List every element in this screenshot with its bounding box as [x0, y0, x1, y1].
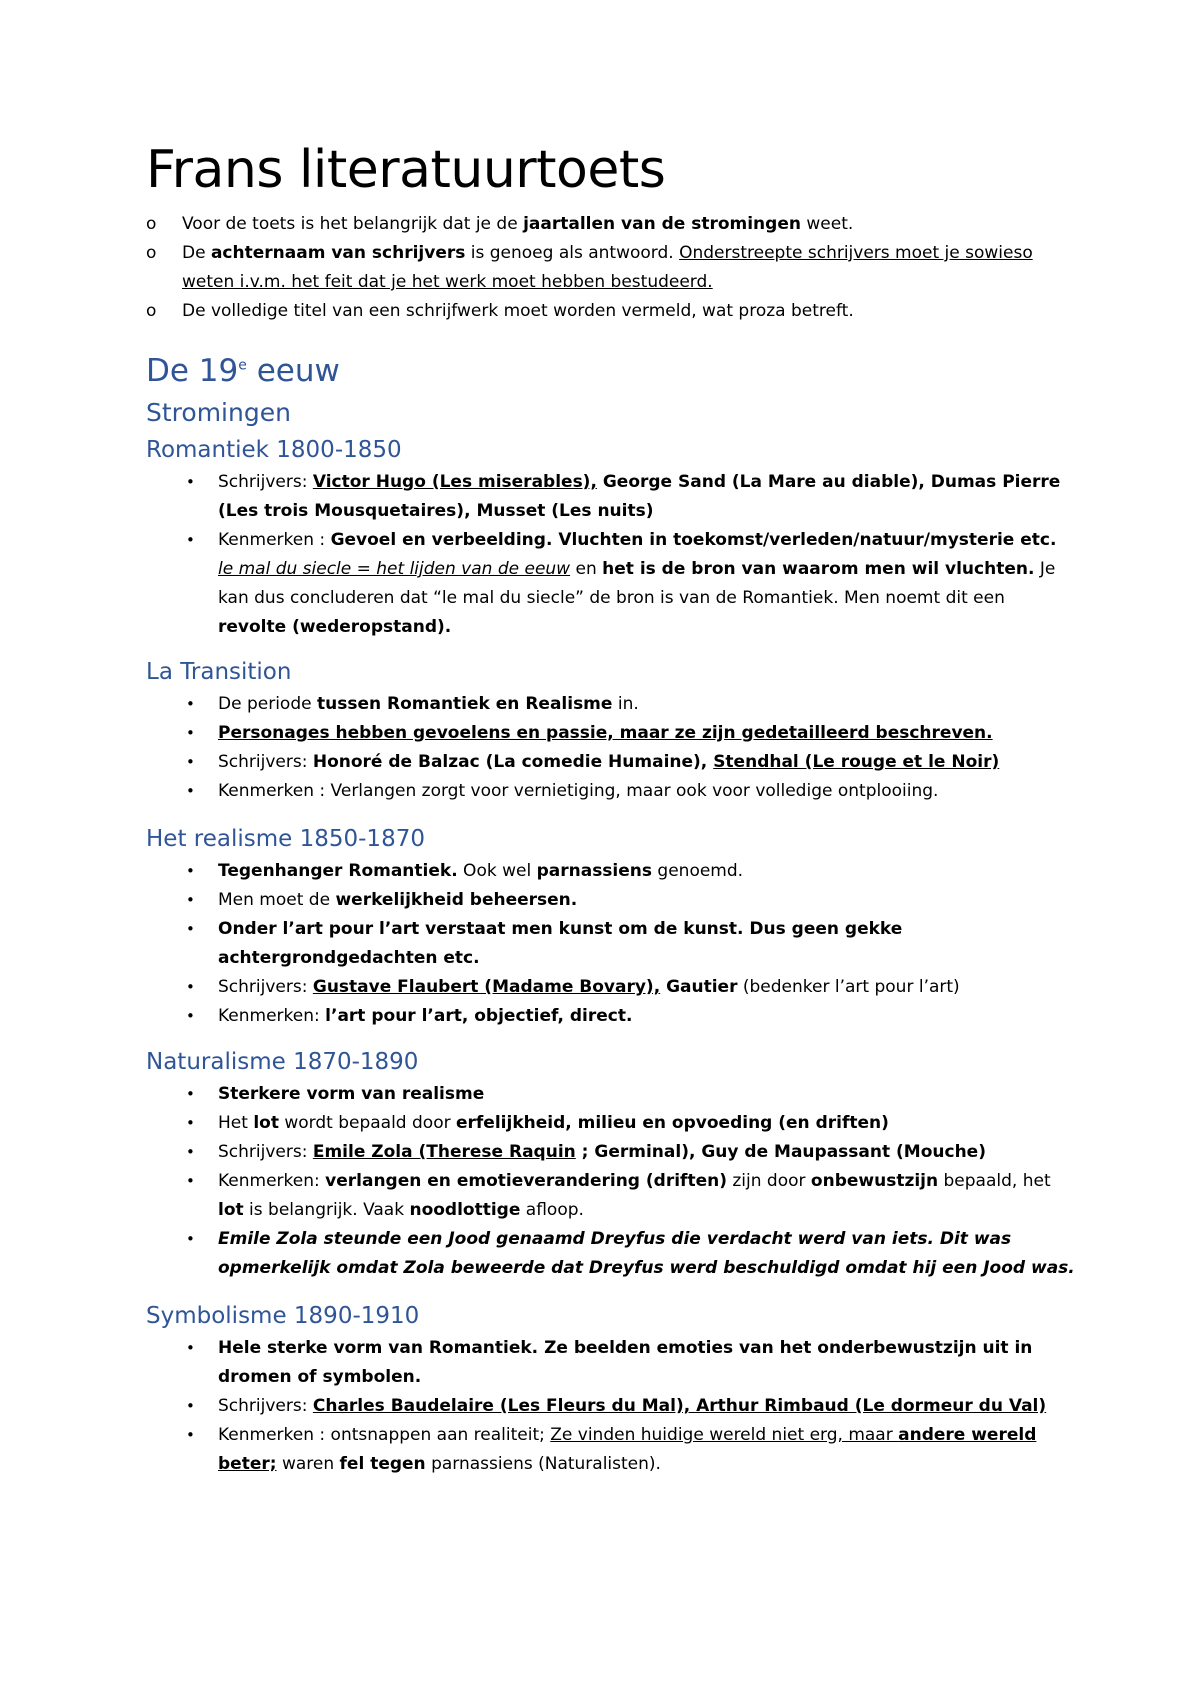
century-heading: De 19e eeuw: [146, 353, 340, 389]
bullet-icon: •: [186, 695, 195, 713]
text-run: Kenmerken : ontsnappen aan realiteit;: [218, 1425, 551, 1445]
text-run: Gautier: [660, 977, 738, 997]
text-run: Gevoel en verbeelding. Vluchten in toekomst/verleden/natuur/mysterie etc.: [330, 530, 1057, 550]
bullet-icon: •: [186, 1007, 195, 1025]
text-run: is belangrijk. Vaak: [243, 1200, 410, 1220]
bullet-icon: •: [186, 1085, 195, 1103]
section-heading-realisme: Het realisme 1850-1870: [146, 826, 425, 852]
circle-bullet-icon: o: [146, 214, 157, 234]
text-run: ; Germinal), Guy de Maupassant (Mouche): [575, 1142, 986, 1162]
bullet-icon: •: [186, 473, 195, 491]
bullet-icon: •: [186, 1397, 195, 1415]
bullet-icon: •: [186, 920, 195, 938]
intro-item: [146, 297, 1076, 326]
text-run: andere wereld beter;: [218, 1425, 1037, 1474]
text-run: en: [570, 559, 603, 579]
text-run: jaartallen van de stromingen: [523, 214, 801, 234]
bullet-icon: •: [186, 1172, 195, 1190]
section-heading-naturalisme: Naturalisme 1870-1890: [146, 1049, 419, 1075]
text-run: lot: [253, 1113, 279, 1133]
text-run: Emile Zola steunde een Jood genaamd Dreyfus die verdacht werd van iets. Dit was opmerkelijk omdat Zola beweerde dat Dreyfus werd beschuldigd omdat hij een Jood was.: [218, 1229, 1075, 1278]
bullet-icon: •: [186, 978, 195, 996]
text-run: afloop.: [520, 1200, 584, 1220]
text-run: revolte (wederopstand).: [218, 617, 452, 637]
text-run: Voor de toets is het belangrijk dat je de: [182, 214, 524, 234]
text-run: is genoeg als antwoord.: [465, 243, 680, 263]
text-run: bepaald, het: [938, 1171, 1051, 1191]
text-run: le mal du siecle = het lijden van de eeuw: [218, 559, 571, 579]
list-item: [146, 1225, 1076, 1283]
list-item: [146, 886, 1076, 915]
section-list-realisme: [146, 857, 1076, 1031]
list-item: [146, 1392, 1076, 1421]
text-run: l’art pour l’art, objectief, direct.: [325, 1006, 633, 1026]
text-run: (bedenker l’art pour l’art): [737, 977, 960, 997]
list-item: [146, 719, 1076, 748]
text-run: Je kan dus concluderen dat “le mal du siecle” de bron is van de Romantiek. Men noemt dit een: [218, 559, 1056, 608]
text-run: wordt bepaald door: [278, 1113, 456, 1133]
text-run: parnassiens: [536, 861, 653, 881]
section-list-transition: [146, 690, 1076, 806]
text-run: Onderstreepte schrijvers moet je sowieso weten i.v.m. het feit dat je het werk moet hebben bestudeerd.: [182, 243, 1033, 292]
text-run: De volledige titel van een schrijfwerk moet worden vermeld, wat proza betreft.: [182, 301, 854, 321]
bullet-icon: •: [186, 1230, 195, 1248]
text-run: Schrijvers:: [218, 977, 313, 997]
bullet-icon: •: [186, 782, 195, 800]
text-run: verlangen en emotieverandering (driften): [325, 1171, 727, 1191]
list-item: [146, 1109, 1076, 1138]
text-run: onbewustzijn: [810, 1171, 939, 1191]
document-title: Frans literatuurtoets: [146, 140, 666, 200]
text-run: Schrijvers:: [218, 752, 313, 772]
text-run: tussen Romantiek en Realisme: [316, 694, 613, 714]
bullet-icon: •: [186, 891, 195, 909]
list-item: [146, 526, 1076, 642]
text-run: lot: [218, 1200, 244, 1220]
list-item: [146, 690, 1076, 719]
intro-item: [146, 210, 1076, 239]
list-item: [146, 777, 1076, 806]
text-run: Sterkere vorm van realisme: [218, 1084, 485, 1104]
text-run: Kenmerken : Verlangen zorgt voor vernietiging, maar ook voor volledige ontplooiing.: [218, 781, 939, 801]
text-run: Kenmerken:: [218, 1171, 326, 1191]
text-run: erfelijkheid, milieu en opvoeding (en driften): [456, 1113, 889, 1133]
text-run: De: [182, 243, 211, 263]
bullet-icon: •: [186, 753, 195, 771]
text-run: Victor Hugo (Les miserables),: [312, 472, 597, 492]
list-item: [146, 973, 1076, 1002]
list-item: [146, 1167, 1076, 1225]
bullet-icon: •: [186, 1426, 195, 1444]
stromingen-heading: Stromingen: [146, 398, 291, 427]
bullet-icon: •: [186, 724, 195, 742]
intro-list: [146, 210, 1076, 326]
text-run: Hele sterke vorm van Romantiek. Ze beelden emoties van het onderbewustzijn uit in dromen of symbolen.: [218, 1338, 1033, 1387]
list-item: [146, 748, 1076, 777]
text-run: weet.: [800, 214, 854, 234]
intro-item: [146, 239, 1076, 297]
bullet-icon: •: [186, 531, 195, 549]
section-heading-symbolisme: Symbolisme 1890-1910: [146, 1303, 420, 1329]
text-run: in.: [612, 694, 639, 714]
text-run: Schrijvers:: [218, 1396, 313, 1416]
text-run: Charles Baudelaire (Les Fleurs du Mal), Arthur Rimbaud (Le dormeur du Val): [312, 1396, 1047, 1416]
text-run: fel tegen: [339, 1454, 426, 1474]
text-run: Tegenhanger Romantiek.: [218, 861, 458, 881]
text-run: Personages hebben gevoelens en passie, maar ze zijn gedetailleerd beschreven.: [218, 723, 993, 743]
text-run: waren: [276, 1454, 340, 1474]
text-run: Onder l’art pour l’art verstaat men kunst om de kunst. Dus geen gekke achtergrondgedachten etc.: [218, 919, 903, 968]
list-item: [146, 1080, 1076, 1109]
text-run: Emile Zola (Therese Raquin: [312, 1142, 576, 1162]
text-run: genoemd.: [652, 861, 744, 881]
list-item: [146, 468, 1076, 526]
list-item: [146, 1334, 1076, 1392]
list-item: [146, 1138, 1076, 1167]
bullet-icon: •: [186, 1339, 195, 1357]
text-run: het is de bron van waarom men wil vluchten.: [602, 559, 1035, 579]
section-heading-transition: La Transition: [146, 659, 292, 685]
circle-bullet-icon: o: [146, 301, 157, 321]
text-run: George Sand (La Mare au diable), Dumas Pierre (Les trois Mousquetaires), Musset (Les nuits): [218, 472, 1061, 521]
bullet-icon: •: [186, 862, 195, 880]
text-run: Schrijvers:: [218, 472, 313, 492]
section-list-romantiek: [146, 468, 1076, 642]
text-run: zijn door: [726, 1171, 811, 1191]
circle-bullet-icon: o: [146, 243, 157, 263]
section-list-symbolisme: [146, 1334, 1076, 1479]
text-run: achternaam van schrijvers: [210, 243, 466, 263]
list-item: [146, 1421, 1076, 1479]
text-run: De periode: [218, 694, 317, 714]
list-item: [146, 1002, 1076, 1031]
text-run: Gustave Flaubert (Madame Bovary),: [312, 977, 661, 997]
text-run: Honoré de Balzac (La comedie Humaine),: [312, 752, 714, 772]
list-item: [146, 857, 1076, 886]
text-run: Stendhal (Le rouge et le Noir): [713, 752, 1000, 772]
text-run: Kenmerken :: [218, 530, 331, 550]
bullet-icon: •: [186, 1114, 195, 1132]
text-run: Schrijvers:: [218, 1142, 313, 1162]
section-list-naturalisme: [146, 1080, 1076, 1283]
text-run: Ze vinden huidige wereld niet erg, maar: [550, 1425, 899, 1445]
text-run: Kenmerken:: [218, 1006, 326, 1026]
list-item: [146, 915, 1076, 973]
text-run: werkelijkheid beheersen.: [335, 890, 578, 910]
text-run: Ook wel: [457, 861, 537, 881]
text-run: Men moet de: [218, 890, 336, 910]
text-run: Het: [218, 1113, 254, 1133]
text-run: noodlottige: [409, 1200, 521, 1220]
bullet-icon: •: [186, 1143, 195, 1161]
text-run: parnassiens (Naturalisten).: [425, 1454, 661, 1474]
section-heading-romantiek: Romantiek 1800-1850: [146, 437, 402, 463]
